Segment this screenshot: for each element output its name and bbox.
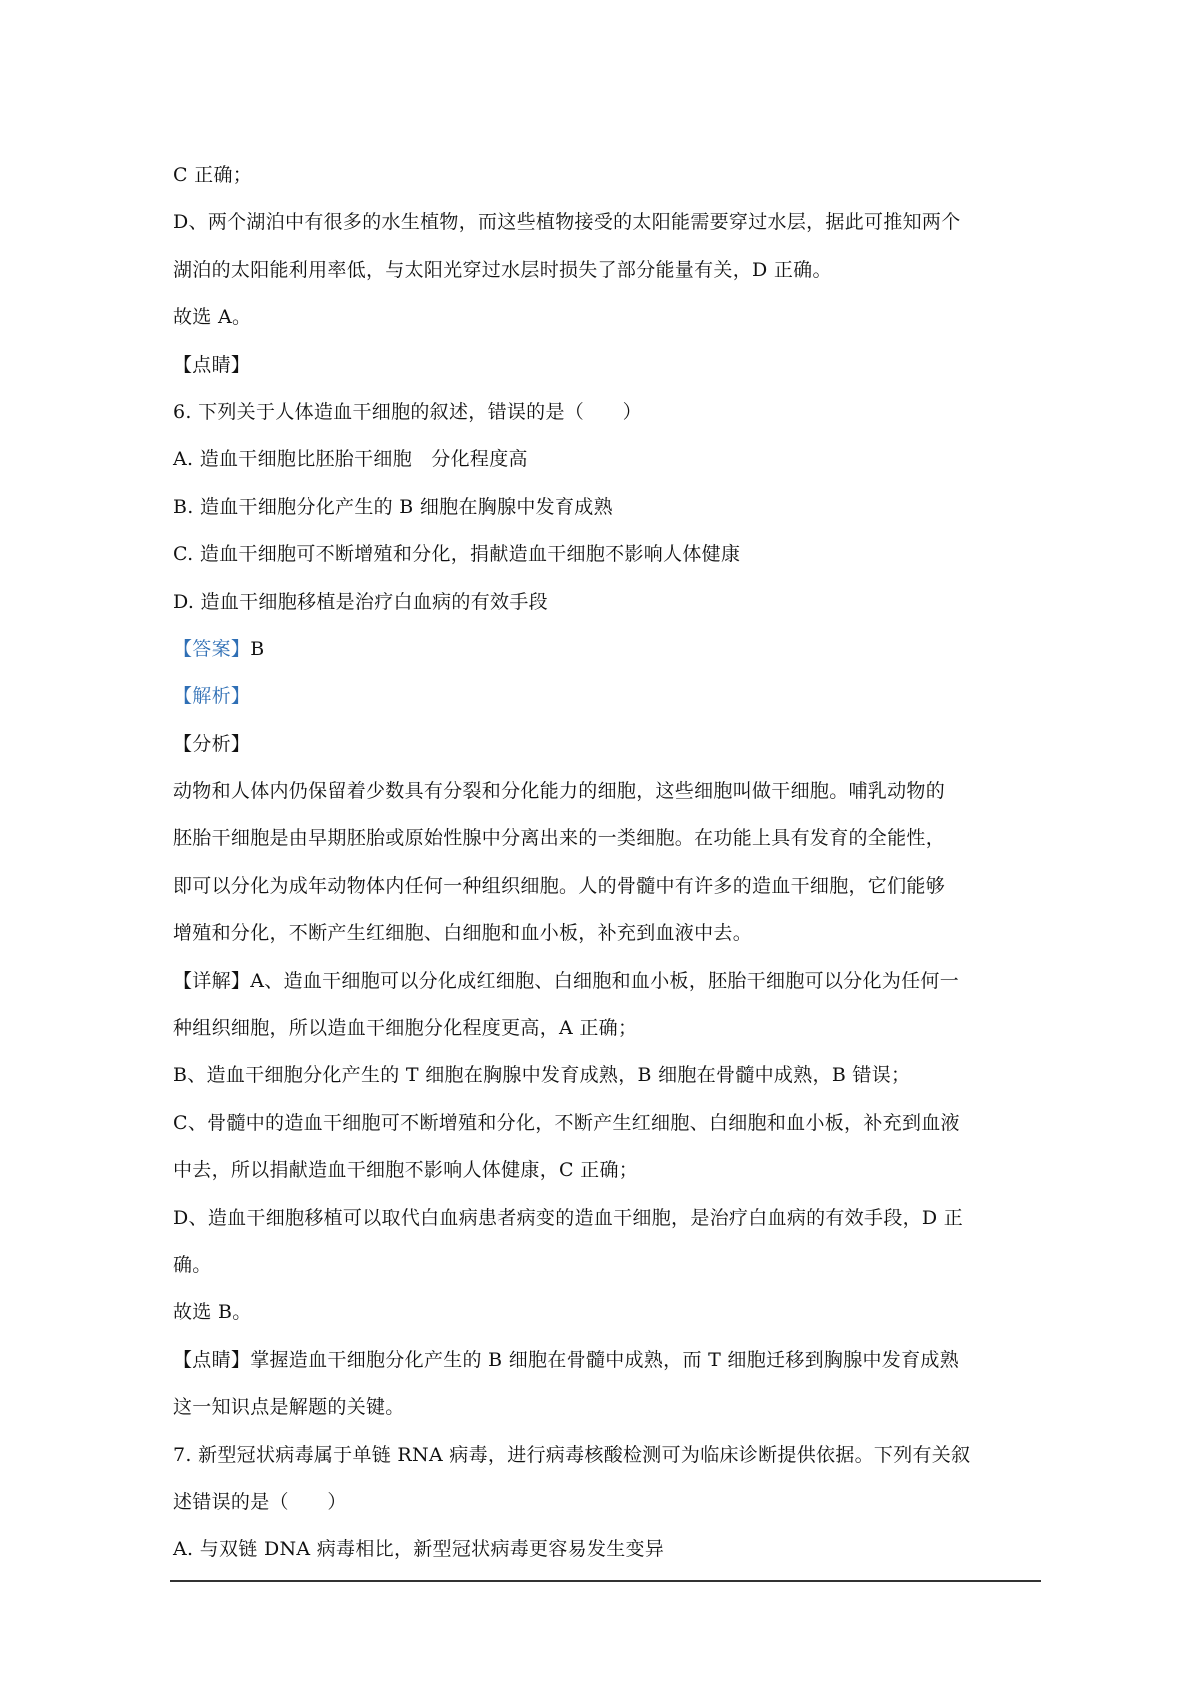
answer-line bbox=[173, 626, 1043, 673]
text-line: 湖泊的太阳能利用率低，与太阳光穿过水层时损失了部分能量有关，D 正确。 bbox=[173, 258, 832, 281]
text-line: D、两个湖泊中有很多的水生植物，而这些植物接受的太阳能需要穿过水层，据此可推知两个 bbox=[173, 211, 961, 234]
text-line: C 正确； bbox=[173, 164, 253, 186]
text-line: 【详解】A、造血干细胞可以分化成红细胞、白细胞和血小板，胚胎干细胞可以分化为任何一 bbox=[173, 969, 960, 992]
question-stem: 述错误的是（ ） bbox=[173, 1490, 347, 1513]
question-stem: 7. 新型冠状病毒属于单链 RNA 病毒，进行病毒核酸检测可为临床诊断提供依据。下列有关叙 bbox=[173, 1443, 971, 1466]
option-b: B. 造血干细胞分化产生的 B 细胞在胸腺中发育成熟 bbox=[173, 495, 613, 518]
section-heading: 【点睛】 bbox=[173, 353, 251, 376]
answer-tag: 【答案】 bbox=[173, 637, 251, 660]
document-body bbox=[173, 152, 1043, 1574]
text-line: D、造血干细胞移植可以取代白血病患者病变的造血干细胞，是治疗白血病的有效手段，D 正 bbox=[173, 1206, 964, 1229]
text-line: 这一知识点是解题的关键。 bbox=[173, 1396, 405, 1419]
text-line: 种组织细胞，所以造血干细胞分化程度更高，A 正确； bbox=[173, 1017, 638, 1040]
text-line: 故选 B。 bbox=[173, 1301, 252, 1324]
text-line: 中去，所以捐献造血干细胞不影响人体健康，C 正确； bbox=[173, 1159, 639, 1182]
question-stem: 6. 下列关于人体造血干细胞的叙述，错误的是（ ） bbox=[173, 400, 642, 423]
text-line: C、骨髓中的造血干细胞可不断增殖和分化，不断产生红细胞、白细胞和血小板，补充到血液 bbox=[173, 1111, 960, 1134]
text-line: 胚胎干细胞是由早期胚胎或原始性腺中分离出来的一类细胞。在功能上具有发育的全能性， bbox=[173, 827, 946, 850]
option-a: A. 造血干细胞比胚胎干细胞 分化程度高 bbox=[173, 448, 528, 471]
analysis-line bbox=[173, 673, 1043, 720]
text-line: 即可以分化为成年动物体内任何一种组织细胞。人的骨髓中有许多的造血干细胞，它们能够 bbox=[173, 874, 946, 897]
option-a: A. 与双链 DNA 病毒相比，新型冠状病毒更容易发生变异 bbox=[173, 1538, 665, 1561]
option-d: D. 造血干细胞移植是治疗白血病的有效手段 bbox=[173, 590, 548, 613]
text-line: B、造血干细胞分化产生的 T 细胞在胸腺中发育成熟，B 细胞在骨髓中成熟，B 错误； bbox=[173, 1064, 911, 1087]
text-line: 【点睛】掌握造血干细胞分化产生的 B 细胞在骨髓中成熟，而 T 细胞迁移到胸腺中发育成熟 bbox=[173, 1348, 959, 1371]
page-footer-rule bbox=[170, 1580, 1041, 1582]
analysis-tag: 【解析】 bbox=[173, 685, 251, 708]
answer-value: B bbox=[250, 637, 265, 660]
text-line: 确。 bbox=[173, 1253, 212, 1276]
text-line: 故选 A。 bbox=[173, 306, 252, 329]
text-line: 动物和人体内仍保留着少数具有分裂和分化能力的细胞，这些细胞叫做干细胞。哺乳动物的 bbox=[173, 780, 946, 803]
option-c: C. 造血干细胞可不断增殖和分化，捐献造血干细胞不影响人体健康 bbox=[173, 543, 741, 566]
section-heading: 【分析】 bbox=[173, 732, 251, 755]
text-line: 增殖和分化，不断产生红细胞、白细胞和血小板，补充到血液中去。 bbox=[173, 922, 753, 945]
